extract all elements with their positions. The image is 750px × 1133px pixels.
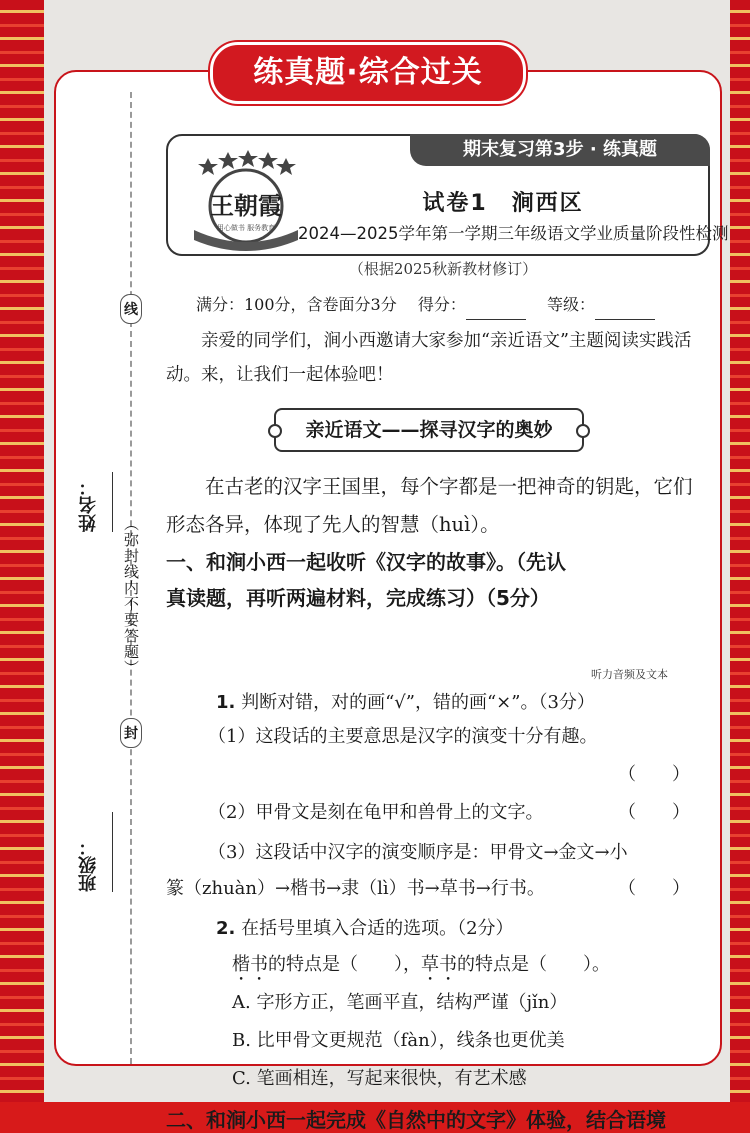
q2-option-a: A. 字形方正，笔画平直，结构严谨（jǐn）	[232, 992, 568, 1013]
score-line: 满分：100分，含卷面分3分 得分： 等级：	[196, 290, 694, 320]
binding-mark-line: 线	[120, 294, 142, 324]
question-1: 1. 判断对错，对的画“√”，错的画“×”。（3分）	[216, 692, 595, 713]
q1-item-3: （3）这段话中汉字的演变顺序是：甲骨文→金文→小	[208, 842, 628, 863]
q1-item-3-answer-paren[interactable]: （ ）	[618, 878, 690, 899]
section-2-title-partial: 二、和涧小西一起完成《自然中的文字》体验，结合语境	[166, 1108, 666, 1132]
exam-header	[166, 134, 729, 256]
q1-item-2-answer-paren[interactable]: （ ）	[618, 802, 690, 823]
revision-note: （根据2025秋新教材修订）	[348, 260, 538, 278]
q1-item-1-answer-row	[208, 760, 690, 790]
svg-text:王朝霞: 王朝霞	[210, 191, 282, 220]
binding-mark-seal: 封	[120, 718, 142, 748]
q1-item-3-cont: 篆（zhuàn）→楷书→隶（lì）书→草书→行书。 （ ）	[166, 874, 690, 904]
class-label: 班级：	[76, 782, 106, 892]
section-1-title: 一、和涧小西一起收听《汉字的故事》。（先认真读题，再听两遍材料，完成练习）（5分）	[166, 550, 566, 610]
exam-title: 试卷1 涧西区	[422, 191, 584, 216]
publisher-logo-icon	[186, 144, 304, 248]
theme-title: 亲近语文——探寻汉字的奥妙	[274, 408, 584, 452]
listen-audio-note: 听力音频及文本	[591, 668, 668, 681]
q2-option-b: B. 比甲骨文更规范（fàn），线条也更优美	[232, 1030, 565, 1051]
right-decorative-ribbon	[730, 0, 750, 1102]
q1-item-1-answer-paren[interactable]: （ ）	[618, 764, 690, 785]
q1-item-1: （1）这段话的主要意思是汉字的演变十分有趣。	[208, 726, 598, 747]
intro-paragraph: 亲爱的同学们，涧小西邀请大家参加“亲近语文”主题阅读实践活动。来，让我们一起体验吧！	[166, 331, 692, 385]
exam-paper	[54, 70, 729, 1132]
left-decorative-ribbon	[0, 0, 44, 1102]
top-banner: 练真题·综合过关	[210, 42, 526, 104]
q2-stem: 楷书的特点是（ ），草书的特点是（ ）。	[232, 954, 610, 975]
svg-text:用心做书 服务教育: 用心做书 服务教育	[216, 224, 276, 232]
score-blank[interactable]	[466, 301, 526, 320]
no-answer-note: （弥封线内不要答题）	[122, 516, 140, 676]
q2-option-c: C. 笔画相连，写起来很快，有艺术感	[232, 1068, 527, 1089]
q1-item-2: （2）甲骨文是刻在龟甲和兽骨上的文字。 （ ）	[208, 798, 690, 828]
step-label: 期末复习第3步 · 练真题	[410, 134, 710, 166]
page	[44, 0, 730, 1132]
grade-blank[interactable]	[595, 301, 655, 320]
exam-subtitle: 2024—2025学年第一学期三年级语文学业质量阶段性检测	[298, 224, 729, 243]
question-2: 2. 在括号里填入合适的选项。（2分）	[216, 918, 514, 939]
name-label: 姓名：	[76, 452, 106, 532]
passage-paragraph: 在古老的汉字王国里，每个字都是一把神奇的钥匙，它们形态各异，体现了先人的智慧（huì）。	[166, 475, 693, 536]
